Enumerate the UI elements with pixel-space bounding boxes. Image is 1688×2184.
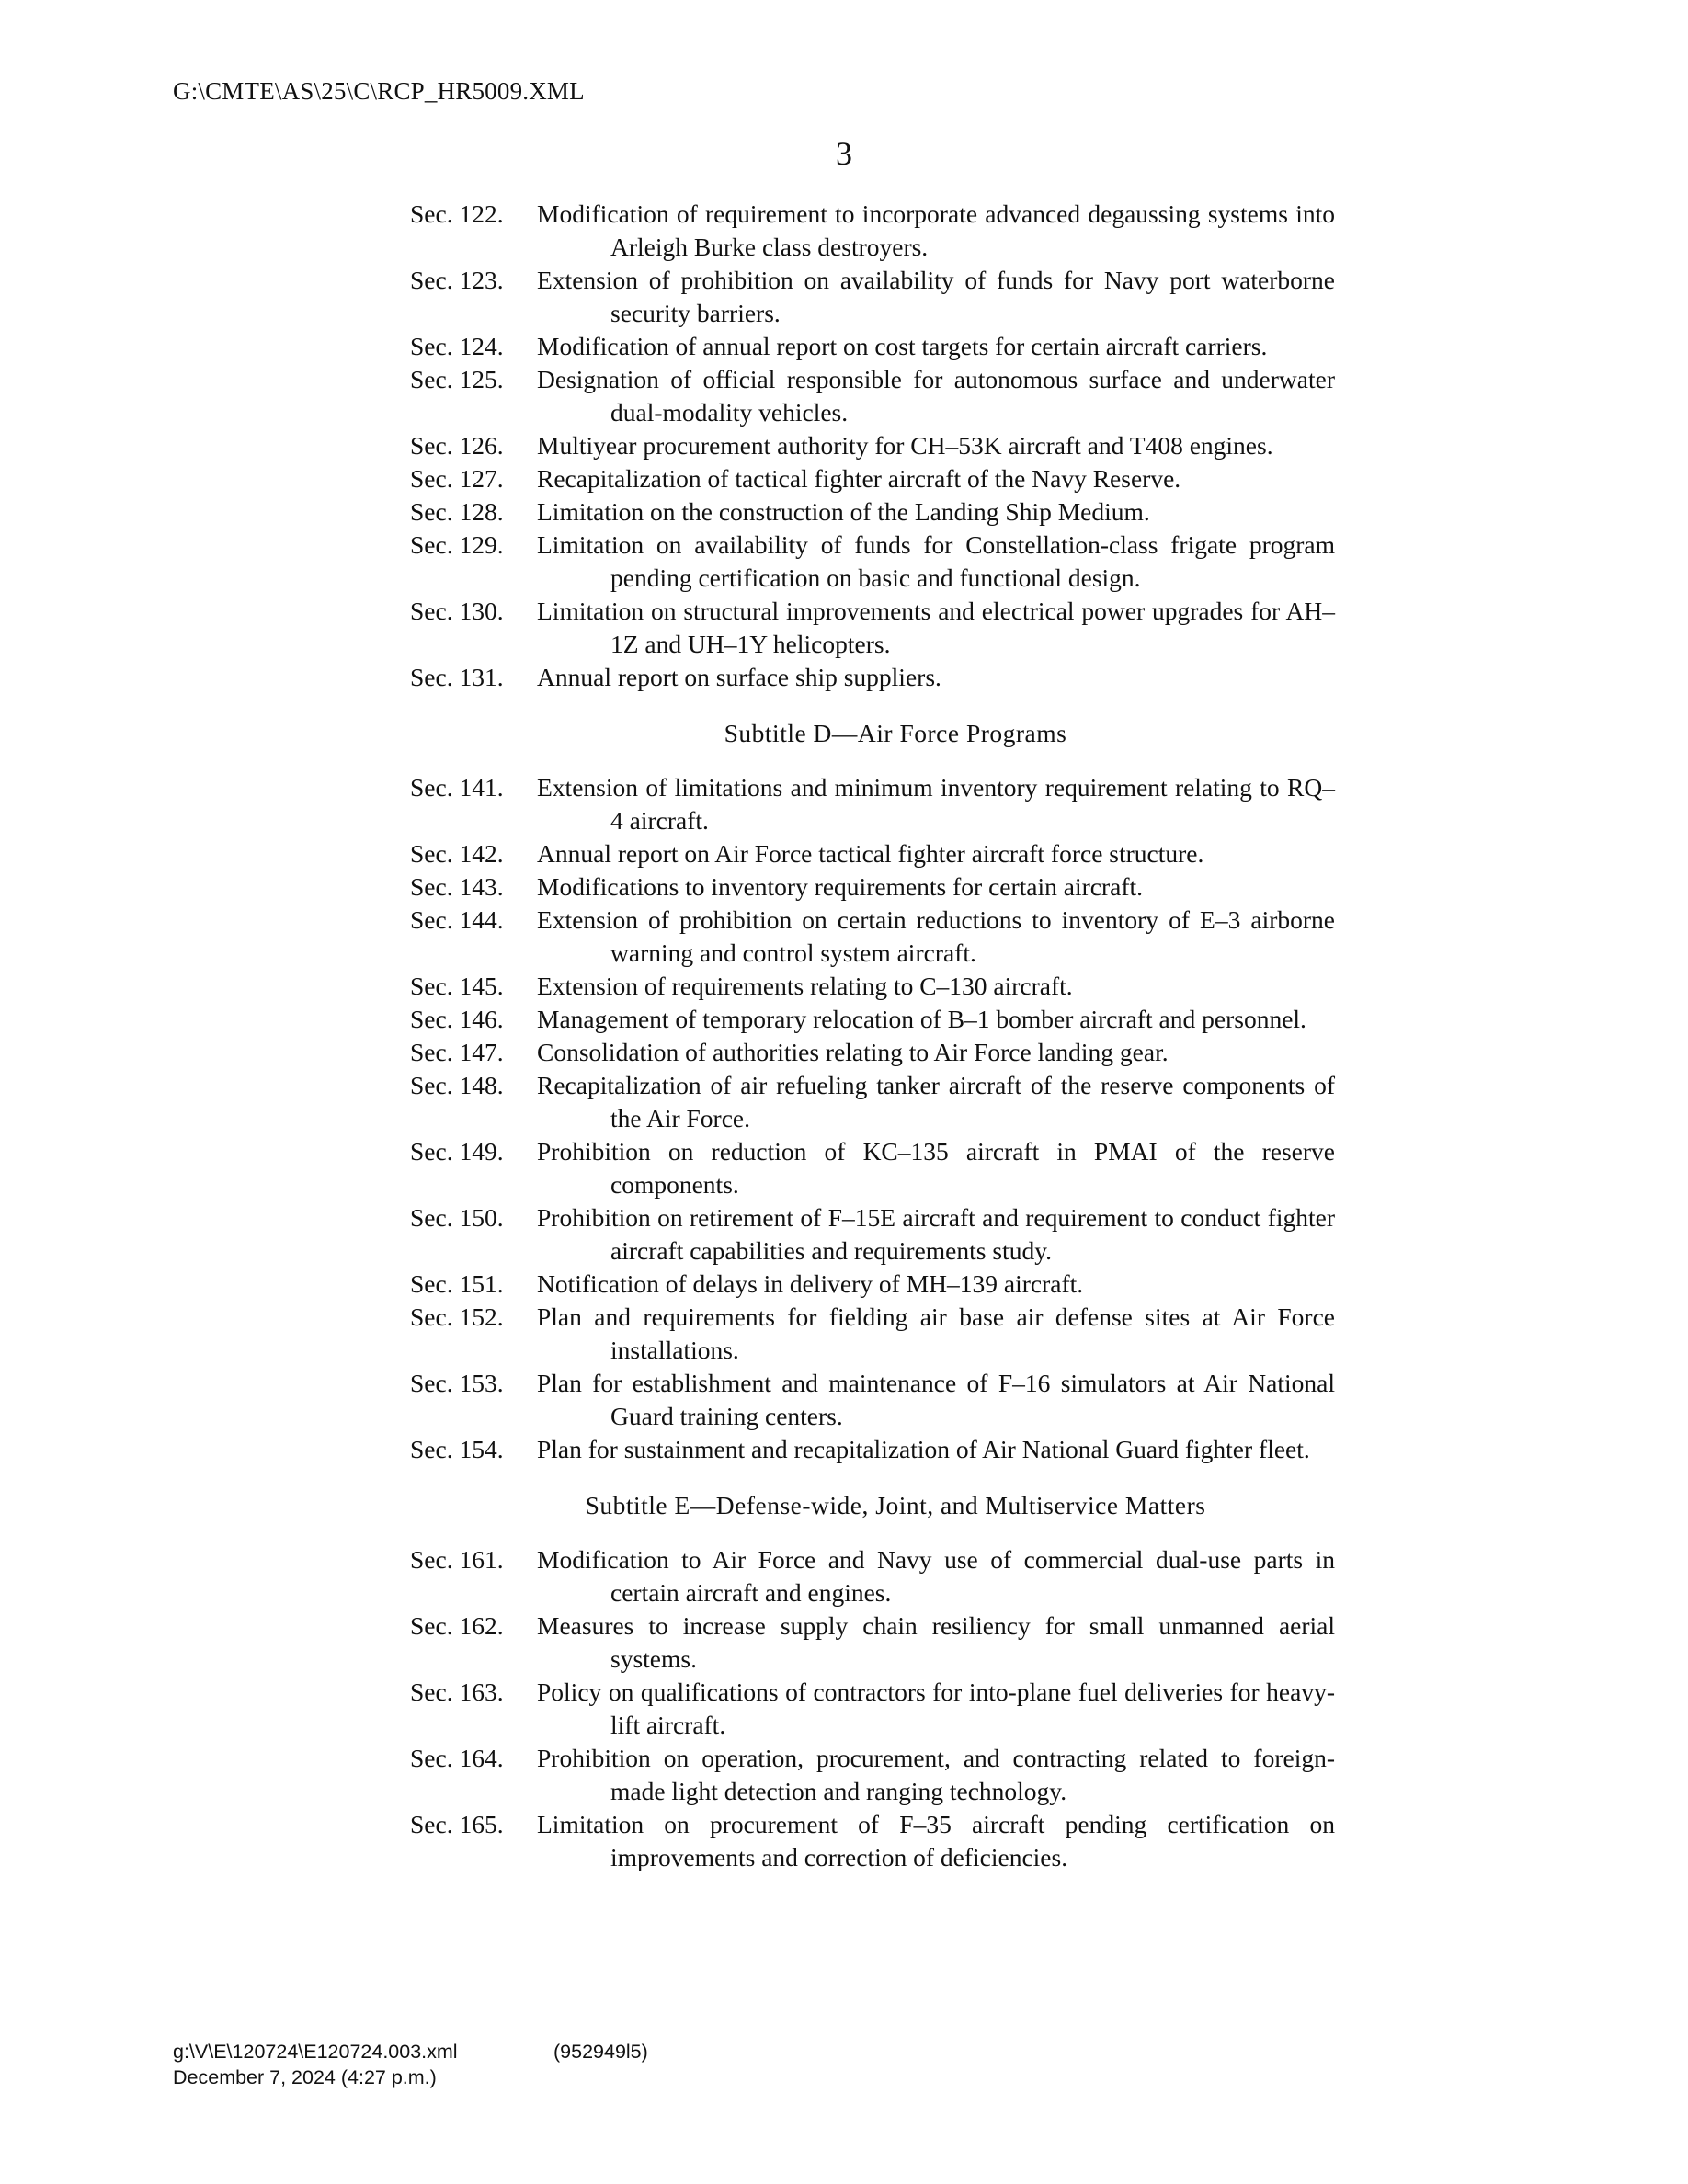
toc-entry xyxy=(410,1433,1335,1466)
page-number: 3 xyxy=(836,135,852,172)
section-title: Limitation on structural improvements and electrical power upgrades for AH–1Z and UH–1Y helicopters. xyxy=(537,597,1335,658)
toc-block-navy xyxy=(410,198,1335,694)
section-title: Recapitalization of tactical fighter aircraft of the Navy Reserve. xyxy=(537,464,1181,493)
toc-entry xyxy=(410,529,1335,595)
section-title: Modification to Air Force and Navy use of commercial dual-use parts in certain aircraft and engines. xyxy=(537,1545,1335,1607)
section-number: Sec. 164. xyxy=(410,1744,504,1772)
section-title: Limitation on the construction of the Landing Ship Medium. xyxy=(537,497,1150,526)
section-title: Prohibition on reduction of KC–135 aircraft in PMAI of the reserve components. xyxy=(537,1137,1335,1199)
toc-entry xyxy=(410,1069,1335,1135)
toc-entry xyxy=(410,462,1335,495)
toc-entry xyxy=(410,264,1335,330)
section-number: Sec. 144. xyxy=(410,905,504,934)
toc-entry xyxy=(410,1301,1335,1367)
section-title: Extension of limitations and minimum inventory requirement relating to RQ–4 aircraft. xyxy=(537,773,1335,835)
toc-entry xyxy=(410,1742,1335,1808)
toc-entry xyxy=(410,904,1335,970)
toc-entry xyxy=(410,363,1335,429)
section-number: Sec. 163. xyxy=(410,1678,504,1706)
section-title: Limitation on procurement of F–35 aircraft pending certification on improvements and correction of deficiencies. xyxy=(537,1810,1335,1871)
footer-file-row xyxy=(173,2039,648,2065)
toc-entry xyxy=(410,1268,1335,1301)
toc-block-defense-wide xyxy=(410,1543,1335,1874)
toc-entry xyxy=(410,1367,1335,1433)
section-title: Modifications to inventory requirements for certain aircraft. xyxy=(537,872,1143,901)
section-title: Notification of delays in delivery of MH–139 aircraft. xyxy=(537,1269,1084,1298)
section-number: Sec. 147. xyxy=(410,1038,504,1066)
section-title: Plan for sustainment and recapitalization of Air National Guard fighter fleet. xyxy=(537,1435,1310,1463)
section-number: Sec. 141. xyxy=(410,773,504,802)
section-title: Designation of official responsible for autonomous surface and underwater dual-modality vehicles. xyxy=(537,365,1335,427)
section-title: Prohibition on retirement of F–15E aircraft and requirement to conduct fighter aircraft capabilities and requirements study. xyxy=(537,1203,1335,1265)
section-number: Sec. 151. xyxy=(410,1269,504,1298)
section-number: Sec. 122. xyxy=(410,199,504,228)
toc-entry xyxy=(410,495,1335,529)
section-number: Sec. 130. xyxy=(410,597,504,625)
section-number: Sec. 129. xyxy=(410,530,504,559)
toc-entry xyxy=(410,870,1335,904)
section-title: Recapitalization of air refueling tanker aircraft of the reserve components of the Air Force. xyxy=(537,1071,1335,1132)
toc-entry xyxy=(410,198,1335,264)
section-number: Sec. 127. xyxy=(410,464,504,493)
toc-entry xyxy=(410,1543,1335,1610)
section-title: Multiyear procurement authority for CH–53K aircraft and T408 engines. xyxy=(537,431,1273,460)
toc-entry xyxy=(410,595,1335,661)
section-number: Sec. 153. xyxy=(410,1369,504,1397)
toc-entry xyxy=(410,970,1335,1003)
table-of-contents xyxy=(410,198,1335,1874)
section-number: Sec. 145. xyxy=(410,972,504,1000)
section-title: Management of temporary relocation of B–1 bomber aircraft and personnel. xyxy=(537,1005,1306,1033)
section-title: Prohibition on operation, procurement, and contracting related to foreign-made light detection and ranging technology. xyxy=(537,1744,1335,1805)
footer-file-path: g:\V\E\120724\E120724.003.xml xyxy=(173,2041,458,2063)
footer-date: December 7, 2024 (4:27 p.m.) xyxy=(173,2066,437,2088)
toc-entry xyxy=(410,837,1335,870)
section-title: Modification of annual report on cost targets for certain aircraft carriers. xyxy=(537,332,1268,360)
toc-entry xyxy=(410,1201,1335,1268)
section-title: Measures to increase supply chain resiliency for small unmanned aerial systems. xyxy=(537,1611,1335,1673)
toc-entry xyxy=(410,429,1335,462)
section-number: Sec. 128. xyxy=(410,497,504,526)
section-title: Policy on qualifications of contractors for into-plane fuel deliveries for heavy-lift aircraft. xyxy=(537,1678,1335,1739)
section-title: Annual report on Air Force tactical fighter aircraft force structure. xyxy=(537,839,1204,868)
section-number: Sec. 148. xyxy=(410,1071,504,1099)
section-number: Sec. 126. xyxy=(410,431,504,460)
footer xyxy=(173,2039,648,2090)
section-title: Extension of prohibition on availability of funds for Navy port waterborne security barriers. xyxy=(537,266,1335,327)
toc-entry xyxy=(410,1003,1335,1036)
section-number: Sec. 162. xyxy=(410,1611,504,1640)
toc-entry xyxy=(410,771,1335,837)
section-title: Plan and requirements for fielding air base air defense sites at Air Force installations. xyxy=(537,1302,1335,1364)
section-number: Sec. 165. xyxy=(410,1810,504,1838)
footer-document-code: (952949l5) xyxy=(553,2041,648,2063)
section-number: Sec. 150. xyxy=(410,1203,504,1232)
toc-entry xyxy=(410,1808,1335,1874)
section-number: Sec. 149. xyxy=(410,1137,504,1166)
section-title: Consolidation of authorities relating to Air Force landing gear. xyxy=(537,1038,1169,1066)
section-number: Sec. 143. xyxy=(410,872,504,901)
header-file-path: G:\CMTE\AS\25\C\RCP_HR5009.XML xyxy=(173,77,585,105)
toc-entry xyxy=(410,1676,1335,1742)
section-number: Sec. 161. xyxy=(410,1545,504,1574)
section-number: Sec. 154. xyxy=(410,1435,504,1463)
section-number: Sec. 124. xyxy=(410,332,504,360)
section-number: Sec. 125. xyxy=(410,365,504,393)
subtitle-heading-e: Subtitle E—Defense-wide, Joint, and Multiservice Matters xyxy=(585,1491,1206,1519)
section-title: Modification of requirement to incorporate advanced degaussing systems into Arleigh Burke class destroyers. xyxy=(537,199,1335,261)
section-number: Sec. 152. xyxy=(410,1302,504,1331)
section-title: Annual report on surface ship suppliers. xyxy=(537,663,941,691)
toc-entry xyxy=(410,1610,1335,1676)
toc-entry xyxy=(410,330,1335,363)
toc-entry xyxy=(410,1135,1335,1201)
section-number: Sec. 123. xyxy=(410,266,504,294)
section-number: Sec. 146. xyxy=(410,1005,504,1033)
subtitle-heading-d: Subtitle D—Air Force Programs xyxy=(724,719,1067,747)
section-title: Extension of requirements relating to C–130 aircraft. xyxy=(537,972,1073,1000)
toc-entry xyxy=(410,1036,1335,1069)
section-title: Limitation on availability of funds for Constellation-class frigate program pending certification on basic and functional design. xyxy=(537,530,1335,592)
section-number: Sec. 142. xyxy=(410,839,504,868)
toc-block-air-force xyxy=(410,771,1335,1466)
section-number: Sec. 131. xyxy=(410,663,504,691)
section-title: Extension of prohibition on certain reductions to inventory of E–3 airborne warning and control system aircraft. xyxy=(537,905,1335,967)
section-title: Plan for establishment and maintenance of F–16 simulators at Air National Guard training centers. xyxy=(537,1369,1335,1430)
toc-entry xyxy=(410,661,1335,694)
